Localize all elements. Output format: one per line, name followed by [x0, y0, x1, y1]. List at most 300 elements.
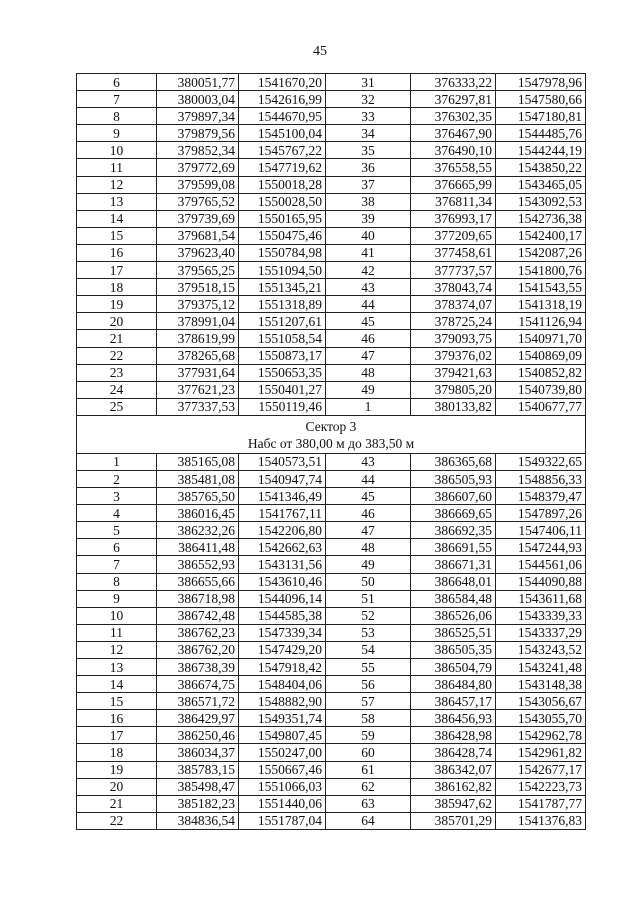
x-coordinate-cell: 386552,93	[157, 556, 239, 573]
x-coordinate-cell: 386674,75	[157, 676, 239, 693]
y-coordinate-cell: 1547918,42	[239, 659, 326, 676]
table-row	[77, 330, 586, 347]
x-coordinate-cell: 386428,98	[411, 727, 496, 744]
point-number-cell: 60	[326, 744, 411, 761]
x-coordinate-cell: 377458,61	[411, 244, 496, 261]
x-coordinate-cell: 385783,15	[157, 761, 239, 778]
table-row	[77, 313, 586, 330]
point-number-cell: 8	[77, 108, 157, 125]
table-row	[77, 812, 586, 829]
y-coordinate-cell: 1547244,93	[496, 539, 586, 556]
y-coordinate-cell: 1550653,35	[239, 364, 326, 381]
sector-header	[77, 415, 586, 453]
x-coordinate-cell: 378619,99	[157, 330, 239, 347]
x-coordinate-cell: 386016,45	[157, 505, 239, 522]
y-coordinate-cell: 1543243,52	[496, 641, 586, 658]
x-coordinate-cell: 386526,06	[411, 607, 496, 624]
table-row	[77, 142, 586, 159]
x-coordinate-cell: 377737,57	[411, 262, 496, 279]
table-row	[77, 108, 586, 125]
table-row	[77, 91, 586, 108]
sector-header-cell	[77, 415, 586, 453]
x-coordinate-cell: 386428,74	[411, 744, 496, 761]
y-coordinate-cell: 1540947,74	[239, 470, 326, 487]
x-coordinate-cell: 386669,65	[411, 505, 496, 522]
point-number-cell: 19	[77, 296, 157, 313]
point-number-cell: 9	[77, 125, 157, 142]
y-coordinate-cell: 1541126,94	[496, 313, 586, 330]
point-number-cell: 15	[77, 693, 157, 710]
point-number-cell: 20	[77, 778, 157, 795]
table-row	[77, 159, 586, 176]
table-row	[77, 676, 586, 693]
y-coordinate-cell: 1540971,70	[496, 330, 586, 347]
point-number-cell: 44	[326, 296, 411, 313]
y-coordinate-cell: 1550018,28	[239, 176, 326, 193]
y-coordinate-cell: 1550119,46	[239, 398, 326, 415]
x-coordinate-cell: 386671,31	[411, 556, 496, 573]
point-number-cell: 52	[326, 607, 411, 624]
y-coordinate-cell: 1551094,50	[239, 262, 326, 279]
x-coordinate-cell: 379599,08	[157, 176, 239, 193]
x-coordinate-cell: 386607,60	[411, 488, 496, 505]
x-coordinate-cell: 386484,80	[411, 676, 496, 693]
x-coordinate-cell: 379765,52	[157, 193, 239, 210]
x-coordinate-cell: 386505,35	[411, 641, 496, 658]
table-row	[77, 590, 586, 607]
x-coordinate-cell: 376297,81	[411, 91, 496, 108]
table-row	[77, 125, 586, 142]
table-row	[77, 761, 586, 778]
y-coordinate-cell: 1547719,62	[239, 159, 326, 176]
y-coordinate-cell: 1550873,17	[239, 347, 326, 364]
point-number-cell: 38	[326, 193, 411, 210]
point-number-cell: 6	[77, 74, 157, 91]
point-number-cell: 45	[326, 313, 411, 330]
y-coordinate-cell: 1540739,80	[496, 381, 586, 398]
x-coordinate-cell: 377621,23	[157, 381, 239, 398]
y-coordinate-cell: 1540852,82	[496, 364, 586, 381]
y-coordinate-cell: 1544096,14	[239, 590, 326, 607]
point-number-cell: 12	[77, 641, 157, 658]
y-coordinate-cell: 1543092,53	[496, 193, 586, 210]
table-row	[77, 227, 586, 244]
table-row	[77, 693, 586, 710]
x-coordinate-cell: 386504,79	[411, 659, 496, 676]
y-coordinate-cell: 1544670,95	[239, 108, 326, 125]
point-number-cell: 7	[77, 556, 157, 573]
point-number-cell: 43	[326, 279, 411, 296]
x-coordinate-cell: 376811,34	[411, 193, 496, 210]
y-coordinate-cell: 1551345,21	[239, 279, 326, 296]
table-row	[77, 539, 586, 556]
point-number-cell: 1	[326, 398, 411, 415]
x-coordinate-cell: 376558,55	[411, 159, 496, 176]
x-coordinate-cell: 385481,08	[157, 470, 239, 487]
y-coordinate-cell: 1547406,11	[496, 522, 586, 539]
x-coordinate-cell: 379805,20	[411, 381, 496, 398]
x-coordinate-cell: 386738,39	[157, 659, 239, 676]
x-coordinate-cell: 379852,34	[157, 142, 239, 159]
point-number-cell: 3	[77, 488, 157, 505]
x-coordinate-cell: 386525,51	[411, 624, 496, 641]
point-number-cell: 10	[77, 142, 157, 159]
point-number-cell: 58	[326, 710, 411, 727]
point-number-cell: 35	[326, 142, 411, 159]
y-coordinate-cell: 1542961,82	[496, 744, 586, 761]
x-coordinate-cell: 379879,56	[157, 125, 239, 142]
x-coordinate-cell: 378374,07	[411, 296, 496, 313]
y-coordinate-cell: 1551318,89	[239, 296, 326, 313]
y-coordinate-cell: 1547429,20	[239, 641, 326, 658]
x-coordinate-cell: 380051,77	[157, 74, 239, 91]
y-coordinate-cell: 1551058,54	[239, 330, 326, 347]
y-coordinate-cell: 1540677,77	[496, 398, 586, 415]
point-number-cell: 6	[77, 539, 157, 556]
x-coordinate-cell: 385165,08	[157, 453, 239, 470]
y-coordinate-cell: 1541376,83	[496, 812, 586, 829]
table-row	[77, 522, 586, 539]
y-coordinate-cell: 1543465,05	[496, 176, 586, 193]
point-number-cell: 47	[326, 522, 411, 539]
x-coordinate-cell: 378991,04	[157, 313, 239, 330]
table-row	[77, 381, 586, 398]
x-coordinate-cell: 378043,74	[411, 279, 496, 296]
point-number-cell: 61	[326, 761, 411, 778]
y-coordinate-cell: 1548379,47	[496, 488, 586, 505]
table-row	[77, 573, 586, 590]
table-row	[77, 556, 586, 573]
x-coordinate-cell: 386691,55	[411, 539, 496, 556]
point-number-cell: 13	[77, 193, 157, 210]
y-coordinate-cell: 1550165,95	[239, 210, 326, 227]
point-number-cell: 20	[77, 313, 157, 330]
point-number-cell: 42	[326, 262, 411, 279]
y-coordinate-cell: 1544561,06	[496, 556, 586, 573]
y-coordinate-cell: 1550667,46	[239, 761, 326, 778]
table-row	[77, 727, 586, 744]
y-coordinate-cell: 1540573,51	[239, 453, 326, 470]
table-row	[77, 347, 586, 364]
point-number-cell: 18	[77, 744, 157, 761]
y-coordinate-cell: 1544585,38	[239, 607, 326, 624]
point-number-cell: 48	[326, 539, 411, 556]
x-coordinate-cell: 379623,40	[157, 244, 239, 261]
table-row	[77, 795, 586, 812]
point-number-cell: 9	[77, 590, 157, 607]
x-coordinate-cell: 386692,35	[411, 522, 496, 539]
y-coordinate-cell: 1543339,33	[496, 607, 586, 624]
y-coordinate-cell: 1550401,27	[239, 381, 326, 398]
y-coordinate-cell: 1547897,26	[496, 505, 586, 522]
x-coordinate-cell: 379897,34	[157, 108, 239, 125]
table-row	[77, 659, 586, 676]
y-coordinate-cell: 1541318,19	[496, 296, 586, 313]
page-number: 45	[313, 44, 327, 59]
y-coordinate-cell: 1542400,17	[496, 227, 586, 244]
point-number-cell: 31	[326, 74, 411, 91]
x-coordinate-cell: 379093,75	[411, 330, 496, 347]
y-coordinate-cell: 1542223,73	[496, 778, 586, 795]
point-number-cell: 59	[326, 727, 411, 744]
point-number-cell: 37	[326, 176, 411, 193]
coordinates-table	[76, 73, 586, 830]
x-coordinate-cell: 376333,22	[411, 74, 496, 91]
x-coordinate-cell: 379518,15	[157, 279, 239, 296]
point-number-cell: 36	[326, 159, 411, 176]
x-coordinate-cell: 386411,48	[157, 539, 239, 556]
x-coordinate-cell: 386762,20	[157, 641, 239, 658]
y-coordinate-cell: 1543148,38	[496, 676, 586, 693]
x-coordinate-cell: 376665,99	[411, 176, 496, 193]
x-coordinate-cell: 386505,93	[411, 470, 496, 487]
y-coordinate-cell: 1542616,99	[239, 91, 326, 108]
x-coordinate-cell: 386655,66	[157, 573, 239, 590]
y-coordinate-cell: 1541670,20	[239, 74, 326, 91]
x-coordinate-cell: 386162,82	[411, 778, 496, 795]
point-number-cell: 8	[77, 573, 157, 590]
point-number-cell: 14	[77, 676, 157, 693]
point-number-cell: 62	[326, 778, 411, 795]
point-number-cell: 47	[326, 347, 411, 364]
y-coordinate-cell: 1548856,33	[496, 470, 586, 487]
point-number-cell: 15	[77, 227, 157, 244]
y-coordinate-cell: 1551787,04	[239, 812, 326, 829]
point-number-cell: 10	[77, 607, 157, 624]
x-coordinate-cell: 379739,69	[157, 210, 239, 227]
point-number-cell: 22	[77, 812, 157, 829]
point-number-cell: 45	[326, 488, 411, 505]
y-coordinate-cell: 1543055,70	[496, 710, 586, 727]
y-coordinate-cell: 1543610,46	[239, 573, 326, 590]
y-coordinate-cell: 1543611,68	[496, 590, 586, 607]
point-number-cell: 13	[77, 659, 157, 676]
point-number-cell: 57	[326, 693, 411, 710]
point-number-cell: 33	[326, 108, 411, 125]
table-row	[77, 470, 586, 487]
x-coordinate-cell: 385182,23	[157, 795, 239, 812]
x-coordinate-cell: 386034,37	[157, 744, 239, 761]
point-number-cell: 18	[77, 279, 157, 296]
y-coordinate-cell: 1549322,65	[496, 453, 586, 470]
table-row	[77, 453, 586, 470]
y-coordinate-cell: 1548404,06	[239, 676, 326, 693]
point-number-cell: 46	[326, 330, 411, 347]
x-coordinate-cell: 379681,54	[157, 227, 239, 244]
x-coordinate-cell: 385498,47	[157, 778, 239, 795]
x-coordinate-cell: 379375,12	[157, 296, 239, 313]
x-coordinate-cell: 386456,93	[411, 710, 496, 727]
y-coordinate-cell: 1542087,26	[496, 244, 586, 261]
point-number-cell: 7	[77, 91, 157, 108]
x-coordinate-cell: 377209,65	[411, 227, 496, 244]
point-number-cell: 21	[77, 795, 157, 812]
point-number-cell: 50	[326, 573, 411, 590]
x-coordinate-cell: 379565,25	[157, 262, 239, 279]
point-number-cell: 23	[77, 364, 157, 381]
y-coordinate-cell: 1542206,80	[239, 522, 326, 539]
point-number-cell: 19	[77, 761, 157, 778]
sector-title: Сектор 3	[305, 418, 357, 434]
y-coordinate-cell: 1549807,45	[239, 727, 326, 744]
point-number-cell: 25	[77, 398, 157, 415]
table-row	[77, 778, 586, 795]
x-coordinate-cell: 386365,68	[411, 453, 496, 470]
point-number-cell: 56	[326, 676, 411, 693]
y-coordinate-cell: 1551066,03	[239, 778, 326, 795]
y-coordinate-cell: 1547339,34	[239, 624, 326, 641]
point-number-cell: 49	[326, 381, 411, 398]
point-number-cell: 4	[77, 505, 157, 522]
table-row	[77, 505, 586, 522]
table-row	[77, 210, 586, 227]
table-row	[77, 744, 586, 761]
x-coordinate-cell: 379376,02	[411, 347, 496, 364]
point-number-cell: 24	[77, 381, 157, 398]
point-number-cell: 51	[326, 590, 411, 607]
point-number-cell: 54	[326, 641, 411, 658]
table-row	[77, 607, 586, 624]
y-coordinate-cell: 1550247,00	[239, 744, 326, 761]
point-number-cell: 11	[77, 624, 157, 641]
y-coordinate-cell: 1551207,61	[239, 313, 326, 330]
x-coordinate-cell: 386718,98	[157, 590, 239, 607]
table-row	[77, 176, 586, 193]
y-coordinate-cell: 1550475,46	[239, 227, 326, 244]
point-number-cell: 32	[326, 91, 411, 108]
y-coordinate-cell: 1541800,76	[496, 262, 586, 279]
y-coordinate-cell: 1541767,11	[239, 505, 326, 522]
table-row	[77, 74, 586, 91]
x-coordinate-cell: 385947,62	[411, 795, 496, 812]
sector-subtitle: Набс от 380,00 м до 383,50 м	[247, 435, 415, 451]
point-number-cell: 5	[77, 522, 157, 539]
x-coordinate-cell: 386584,48	[411, 590, 496, 607]
point-number-cell: 21	[77, 330, 157, 347]
x-coordinate-cell: 386250,46	[157, 727, 239, 744]
point-number-cell: 14	[77, 210, 157, 227]
x-coordinate-cell: 376490,10	[411, 142, 496, 159]
table-row	[77, 279, 586, 296]
y-coordinate-cell: 1544090,88	[496, 573, 586, 590]
y-coordinate-cell: 1543131,56	[239, 556, 326, 573]
point-number-cell: 53	[326, 624, 411, 641]
point-number-cell: 55	[326, 659, 411, 676]
point-number-cell: 39	[326, 210, 411, 227]
x-coordinate-cell: 386742,48	[157, 607, 239, 624]
y-coordinate-cell: 1547978,96	[496, 74, 586, 91]
y-coordinate-cell: 1545100,04	[239, 125, 326, 142]
table-row	[77, 488, 586, 505]
y-coordinate-cell: 1543850,22	[496, 159, 586, 176]
y-coordinate-cell: 1540869,09	[496, 347, 586, 364]
point-number-cell: 44	[326, 470, 411, 487]
table-block-1	[77, 74, 586, 416]
x-coordinate-cell: 385765,50	[157, 488, 239, 505]
table-row	[77, 624, 586, 641]
table-row	[77, 193, 586, 210]
x-coordinate-cell: 380003,04	[157, 91, 239, 108]
y-coordinate-cell: 1543241,48	[496, 659, 586, 676]
point-number-cell: 2	[77, 470, 157, 487]
point-number-cell: 63	[326, 795, 411, 812]
x-coordinate-cell: 386429,97	[157, 710, 239, 727]
table-row	[77, 244, 586, 261]
table-row	[77, 398, 586, 415]
y-coordinate-cell: 1542677,17	[496, 761, 586, 778]
table-block-2	[77, 453, 586, 829]
y-coordinate-cell: 1544485,76	[496, 125, 586, 142]
point-number-cell: 41	[326, 244, 411, 261]
x-coordinate-cell: 386648,01	[411, 573, 496, 590]
point-number-cell: 16	[77, 244, 157, 261]
point-number-cell: 16	[77, 710, 157, 727]
point-number-cell: 40	[326, 227, 411, 244]
point-number-cell: 11	[77, 159, 157, 176]
x-coordinate-cell: 386457,17	[411, 693, 496, 710]
x-coordinate-cell: 378265,68	[157, 347, 239, 364]
y-coordinate-cell: 1548882,90	[239, 693, 326, 710]
y-coordinate-cell: 1550784,98	[239, 244, 326, 261]
y-coordinate-cell: 1541543,55	[496, 279, 586, 296]
y-coordinate-cell: 1541787,77	[496, 795, 586, 812]
x-coordinate-cell: 386762,23	[157, 624, 239, 641]
y-coordinate-cell: 1551440,06	[239, 795, 326, 812]
x-coordinate-cell: 386232,26	[157, 522, 239, 539]
point-number-cell: 43	[326, 453, 411, 470]
point-number-cell: 17	[77, 727, 157, 744]
y-coordinate-cell: 1544244,19	[496, 142, 586, 159]
x-coordinate-cell: 379772,69	[157, 159, 239, 176]
table-row	[77, 641, 586, 658]
y-coordinate-cell: 1541346,49	[239, 488, 326, 505]
point-number-cell: 12	[77, 176, 157, 193]
y-coordinate-cell: 1549351,74	[239, 710, 326, 727]
y-coordinate-cell: 1545767,22	[239, 142, 326, 159]
x-coordinate-cell: 378725,24	[411, 313, 496, 330]
y-coordinate-cell: 1547580,66	[496, 91, 586, 108]
x-coordinate-cell: 376993,17	[411, 210, 496, 227]
y-coordinate-cell: 1542662,63	[239, 539, 326, 556]
x-coordinate-cell: 377337,53	[157, 398, 239, 415]
x-coordinate-cell: 386342,07	[411, 761, 496, 778]
table-row	[77, 710, 586, 727]
table-row	[77, 262, 586, 279]
x-coordinate-cell: 379421,63	[411, 364, 496, 381]
x-coordinate-cell: 384836,54	[157, 812, 239, 829]
y-coordinate-cell: 1543056,67	[496, 693, 586, 710]
y-coordinate-cell: 1542736,38	[496, 210, 586, 227]
point-number-cell: 1	[77, 453, 157, 470]
x-coordinate-cell: 376467,90	[411, 125, 496, 142]
point-number-cell: 34	[326, 125, 411, 142]
x-coordinate-cell: 385701,29	[411, 812, 496, 829]
y-coordinate-cell: 1542962,78	[496, 727, 586, 744]
point-number-cell: 22	[77, 347, 157, 364]
x-coordinate-cell: 376302,35	[411, 108, 496, 125]
point-number-cell: 48	[326, 364, 411, 381]
y-coordinate-cell: 1550028,50	[239, 193, 326, 210]
point-number-cell: 17	[77, 262, 157, 279]
table-row	[77, 296, 586, 313]
sector-header-row	[77, 415, 586, 453]
point-number-cell: 46	[326, 505, 411, 522]
y-coordinate-cell: 1547180,81	[496, 108, 586, 125]
x-coordinate-cell: 377931,64	[157, 364, 239, 381]
x-coordinate-cell: 380133,82	[411, 398, 496, 415]
y-coordinate-cell: 1543337,29	[496, 624, 586, 641]
point-number-cell: 64	[326, 812, 411, 829]
